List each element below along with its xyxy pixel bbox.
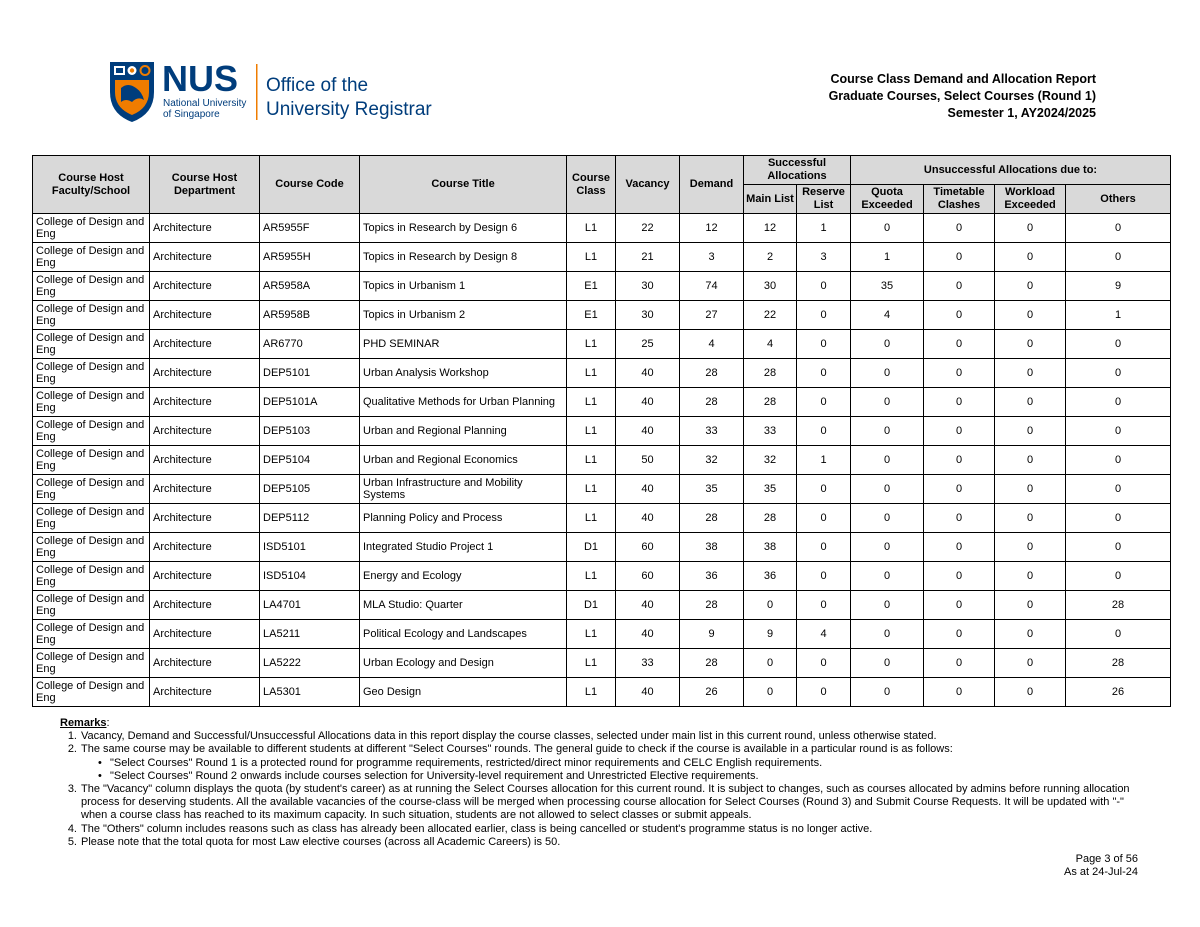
- cell-code: LA5211: [260, 620, 360, 649]
- cell-main: 0: [744, 591, 797, 620]
- cell-title: Urban Ecology and Design: [360, 649, 567, 678]
- cell-reserve: 1: [797, 214, 851, 243]
- cell-department: Architecture: [150, 475, 260, 504]
- cell-vacancy: 30: [616, 272, 680, 301]
- cell-code: LA5222: [260, 649, 360, 678]
- cell-reserve: 0: [797, 272, 851, 301]
- cell-vacancy: 40: [616, 620, 680, 649]
- cell-department: Architecture: [150, 330, 260, 359]
- cell-code: LA5301: [260, 678, 360, 707]
- cell-faculty: College of Design and Eng: [33, 446, 150, 475]
- cell-main: 30: [744, 272, 797, 301]
- header-demand: Demand: [680, 156, 744, 214]
- nus-registrar-logo: [108, 58, 448, 124]
- table-row: [33, 562, 1171, 591]
- cell-timetable: 0: [924, 359, 995, 388]
- cell-workload: 0: [995, 475, 1066, 504]
- cell-reserve: 4: [797, 620, 851, 649]
- cell-main: 28: [744, 359, 797, 388]
- cell-reserve: 0: [797, 504, 851, 533]
- cell-main: 4: [744, 330, 797, 359]
- header-department: Course Host Department: [150, 156, 260, 214]
- report-subtitle: Graduate Courses, Select Courses (Round 1): [828, 89, 1096, 103]
- svg-text:Office of the: Office of the: [266, 75, 369, 96]
- cell-vacancy: 40: [616, 388, 680, 417]
- table-row: [33, 649, 1171, 678]
- cell-vacancy: 40: [616, 591, 680, 620]
- cell-faculty: College of Design and Eng: [33, 388, 150, 417]
- header-quota: Quota Exceeded: [851, 185, 924, 214]
- cell-others: 28: [1066, 649, 1171, 678]
- table-row: [33, 214, 1171, 243]
- cell-timetable: 0: [924, 591, 995, 620]
- cell-main: 35: [744, 475, 797, 504]
- cell-demand: 4: [680, 330, 744, 359]
- cell-quota: 0: [851, 359, 924, 388]
- cell-others: 0: [1066, 446, 1171, 475]
- cell-workload: 0: [995, 388, 1066, 417]
- cell-class: L1: [567, 388, 616, 417]
- header-main-list: Main List: [744, 185, 797, 214]
- header-faculty: Course Host Faculty/School: [33, 156, 150, 214]
- cell-demand: 74: [680, 272, 744, 301]
- cell-quota: 0: [851, 591, 924, 620]
- cell-faculty: College of Design and Eng: [33, 301, 150, 330]
- cell-reserve: 0: [797, 330, 851, 359]
- cell-class: L1: [567, 417, 616, 446]
- remark-bullet: • "Select Courses" Round 2 onwards include courses selection for University-level requirement and Unrestricted Elective requirements.: [98, 769, 759, 782]
- table-row: [33, 417, 1171, 446]
- page-number: Page 3 of 56: [1075, 853, 1138, 865]
- remark-bullet: • "Select Courses" Round 1 is a protected round for programme requirements, restricted/direct minor requirements and CELC English requirements.: [98, 756, 823, 769]
- cell-reserve: 3: [797, 243, 851, 272]
- cell-class: L1: [567, 475, 616, 504]
- cell-demand: 38: [680, 533, 744, 562]
- cell-class: L1: [567, 504, 616, 533]
- cell-demand: 28: [680, 388, 744, 417]
- cell-workload: 0: [995, 243, 1066, 272]
- remark-item: 1. Vacancy, Demand and Successful/Unsuccessful Allocations data in this report display the course classes, selected under main list in this current round, unless otherwise stated.: [67, 730, 937, 743]
- cell-timetable: 0: [924, 330, 995, 359]
- cell-quota: 0: [851, 649, 924, 678]
- cell-workload: 0: [995, 330, 1066, 359]
- cell-vacancy: 25: [616, 330, 680, 359]
- cell-demand: 9: [680, 620, 744, 649]
- cell-class: L1: [567, 649, 616, 678]
- cell-department: Architecture: [150, 388, 260, 417]
- cell-quota: 1: [851, 243, 924, 272]
- cell-timetable: 0: [924, 214, 995, 243]
- cell-reserve: 0: [797, 359, 851, 388]
- cell-timetable: 0: [924, 446, 995, 475]
- cell-faculty: College of Design and Eng: [33, 272, 150, 301]
- table-row: [33, 678, 1171, 707]
- cell-code: DEP5101: [260, 359, 360, 388]
- cell-title: Topics in Urbanism 1: [360, 272, 567, 301]
- cell-class: L1: [567, 330, 616, 359]
- svg-text:of Singapore: of Singapore: [163, 109, 220, 120]
- cell-workload: 0: [995, 301, 1066, 330]
- cell-title: Energy and Ecology: [360, 562, 567, 591]
- cell-department: Architecture: [150, 272, 260, 301]
- cell-department: Architecture: [150, 591, 260, 620]
- allocation-table: [32, 155, 1171, 707]
- cell-code: DEP5112: [260, 504, 360, 533]
- cell-others: 28: [1066, 591, 1171, 620]
- cell-others: 0: [1066, 533, 1171, 562]
- cell-vacancy: 40: [616, 504, 680, 533]
- cell-department: Architecture: [150, 417, 260, 446]
- cell-title: Urban Analysis Workshop: [360, 359, 567, 388]
- cell-workload: 0: [995, 678, 1066, 707]
- cell-faculty: College of Design and Eng: [33, 504, 150, 533]
- cell-timetable: 0: [924, 678, 995, 707]
- cell-faculty: College of Design and Eng: [33, 243, 150, 272]
- cell-department: Architecture: [150, 562, 260, 591]
- cell-quota: 0: [851, 446, 924, 475]
- cell-class: L1: [567, 359, 616, 388]
- cell-workload: 0: [995, 214, 1066, 243]
- cell-quota: 0: [851, 475, 924, 504]
- cell-main: 9: [744, 620, 797, 649]
- cell-quota: 4: [851, 301, 924, 330]
- cell-faculty: College of Design and Eng: [33, 649, 150, 678]
- cell-code: AR5955F: [260, 214, 360, 243]
- cell-others: 1: [1066, 301, 1171, 330]
- as-at-date: As at 24-Jul-24: [1064, 866, 1138, 878]
- cell-demand: 28: [680, 649, 744, 678]
- table-row: [33, 272, 1171, 301]
- cell-quota: 0: [851, 214, 924, 243]
- cell-timetable: 0: [924, 388, 995, 417]
- cell-others: 0: [1066, 330, 1171, 359]
- cell-others: 0: [1066, 214, 1171, 243]
- cell-class: L1: [567, 562, 616, 591]
- cell-reserve: 0: [797, 417, 851, 446]
- cell-code: ISD5104: [260, 562, 360, 591]
- table-row: [33, 359, 1171, 388]
- cell-vacancy: 22: [616, 214, 680, 243]
- report-title: Course Class Demand and Allocation Report: [830, 72, 1096, 86]
- cell-department: Architecture: [150, 301, 260, 330]
- cell-workload: 0: [995, 417, 1066, 446]
- cell-demand: 26: [680, 678, 744, 707]
- cell-reserve: 0: [797, 388, 851, 417]
- remark-item: 5. Please note that the total quota for most Law elective courses (across all Academic Careers) is 50.: [67, 835, 561, 848]
- cell-vacancy: 60: [616, 533, 680, 562]
- header-code: Course Code: [260, 156, 360, 214]
- cell-code: AR5958B: [260, 301, 360, 330]
- cell-demand: 12: [680, 214, 744, 243]
- cell-timetable: 0: [924, 504, 995, 533]
- cell-timetable: 0: [924, 533, 995, 562]
- cell-code: DEP5103: [260, 417, 360, 446]
- cell-vacancy: 50: [616, 446, 680, 475]
- cell-timetable: 0: [924, 272, 995, 301]
- header-vacancy: Vacancy: [616, 156, 680, 214]
- cell-reserve: 0: [797, 678, 851, 707]
- cell-code: DEP5104: [260, 446, 360, 475]
- cell-demand: 32: [680, 446, 744, 475]
- cell-faculty: College of Design and Eng: [33, 359, 150, 388]
- cell-department: Architecture: [150, 504, 260, 533]
- cell-title: Planning Policy and Process: [360, 504, 567, 533]
- header-successful: Successful Allocations: [744, 156, 851, 185]
- cell-vacancy: 40: [616, 417, 680, 446]
- cell-title: Urban and Regional Economics: [360, 446, 567, 475]
- table-row: [33, 591, 1171, 620]
- cell-title: Geo Design: [360, 678, 567, 707]
- cell-others: 0: [1066, 359, 1171, 388]
- cell-main: 36: [744, 562, 797, 591]
- cell-timetable: 0: [924, 620, 995, 649]
- cell-department: Architecture: [150, 678, 260, 707]
- cell-reserve: 1: [797, 446, 851, 475]
- cell-department: Architecture: [150, 649, 260, 678]
- cell-reserve: 0: [797, 649, 851, 678]
- cell-code: ISD5101: [260, 533, 360, 562]
- cell-others: 0: [1066, 388, 1171, 417]
- cell-timetable: 0: [924, 243, 995, 272]
- cell-vacancy: 33: [616, 649, 680, 678]
- cell-others: 26: [1066, 678, 1171, 707]
- cell-quota: 0: [851, 620, 924, 649]
- cell-title: PHD SEMINAR: [360, 330, 567, 359]
- svg-text:National University: National University: [163, 98, 247, 109]
- cell-department: Architecture: [150, 243, 260, 272]
- cell-code: DEP5101A: [260, 388, 360, 417]
- cell-quota: 0: [851, 533, 924, 562]
- cell-code: AR5955H: [260, 243, 360, 272]
- cell-reserve: 0: [797, 591, 851, 620]
- cell-demand: 28: [680, 359, 744, 388]
- cell-workload: 0: [995, 562, 1066, 591]
- remark-item: 4. The "Others" column includes reasons such as class has already been allocated earlier, class is being cancelled or student's programme status is no longer active.: [67, 822, 873, 835]
- cell-class: L1: [567, 620, 616, 649]
- cell-class: L1: [567, 446, 616, 475]
- table-row: [33, 243, 1171, 272]
- cell-workload: 0: [995, 504, 1066, 533]
- cell-demand: 3: [680, 243, 744, 272]
- cell-others: 0: [1066, 620, 1171, 649]
- cell-title: Integrated Studio Project 1: [360, 533, 567, 562]
- cell-code: AR6770: [260, 330, 360, 359]
- cell-department: Architecture: [150, 446, 260, 475]
- cell-vacancy: 40: [616, 678, 680, 707]
- cell-department: Architecture: [150, 620, 260, 649]
- cell-timetable: 0: [924, 562, 995, 591]
- cell-demand: 28: [680, 591, 744, 620]
- cell-title: Urban and Regional Planning: [360, 417, 567, 446]
- table-row: [33, 388, 1171, 417]
- remark-item: 3. The "Vacancy" column displays the quota (by student's career) as at running the Select Courses allocation for this current round. It is subject to changes, such as courses allocated by admins before running allocation process for deserving students. All the available vacancies of the course-class will be merged when processing course allocation for Select Courses (Round 3) and Submit Course Requests. It will be updated with "-" when a course class has reached to its maximum capacity. In such situation, students are not allowed to select classes or submit appeals.: [67, 783, 1130, 822]
- cell-department: Architecture: [150, 533, 260, 562]
- cell-quota: 0: [851, 417, 924, 446]
- cell-quota: 0: [851, 388, 924, 417]
- cell-others: 9: [1066, 272, 1171, 301]
- header-unsuccessful: Unsuccessful Allocations due to:: [851, 156, 1171, 185]
- page-footer: [1064, 853, 1138, 879]
- brand-text: NUS: [162, 58, 239, 99]
- cell-others: 0: [1066, 243, 1171, 272]
- cell-demand: 27: [680, 301, 744, 330]
- cell-class: D1: [567, 591, 616, 620]
- cell-quota: 35: [851, 272, 924, 301]
- cell-vacancy: 21: [616, 243, 680, 272]
- cell-code: DEP5105: [260, 475, 360, 504]
- cell-workload: 0: [995, 533, 1066, 562]
- cell-class: E1: [567, 272, 616, 301]
- cell-quota: 0: [851, 330, 924, 359]
- cell-others: 0: [1066, 475, 1171, 504]
- cell-main: 28: [744, 504, 797, 533]
- cell-title: Qualitative Methods for Urban Planning: [360, 388, 567, 417]
- table-row: [33, 301, 1171, 330]
- table-row: [33, 446, 1171, 475]
- header-timetable: Timetable Clashes: [924, 185, 995, 214]
- cell-workload: 0: [995, 649, 1066, 678]
- cell-faculty: College of Design and Eng: [33, 475, 150, 504]
- cell-reserve: 0: [797, 475, 851, 504]
- cell-main: 2: [744, 243, 797, 272]
- cell-timetable: 0: [924, 417, 995, 446]
- report-header: [829, 71, 1096, 122]
- cell-class: L1: [567, 678, 616, 707]
- table-row: [33, 475, 1171, 504]
- cell-title: Topics in Research by Design 8: [360, 243, 567, 272]
- cell-faculty: College of Design and Eng: [33, 417, 150, 446]
- table-body: [33, 214, 1171, 707]
- header-class: Course Class: [567, 156, 616, 214]
- cell-faculty: College of Design and Eng: [33, 533, 150, 562]
- cell-main: 12: [744, 214, 797, 243]
- cell-demand: 33: [680, 417, 744, 446]
- cell-reserve: 0: [797, 533, 851, 562]
- header-reserve-list: Reserve List: [797, 185, 851, 214]
- cell-quota: 0: [851, 678, 924, 707]
- cell-faculty: College of Design and Eng: [33, 330, 150, 359]
- cell-title: Political Ecology and Landscapes: [360, 620, 567, 649]
- cell-demand: 36: [680, 562, 744, 591]
- table-row: [33, 533, 1171, 562]
- cell-code: AR5958A: [260, 272, 360, 301]
- cell-workload: 0: [995, 446, 1066, 475]
- cell-reserve: 0: [797, 301, 851, 330]
- nus-crest-icon: [108, 58, 448, 124]
- cell-quota: 0: [851, 504, 924, 533]
- cell-timetable: 0: [924, 301, 995, 330]
- header-title: Course Title: [360, 156, 567, 214]
- cell-vacancy: 30: [616, 301, 680, 330]
- cell-department: Architecture: [150, 214, 260, 243]
- cell-faculty: College of Design and Eng: [33, 214, 150, 243]
- header-workload: Workload Exceeded: [995, 185, 1066, 214]
- cell-code: LA4701: [260, 591, 360, 620]
- cell-main: 22: [744, 301, 797, 330]
- remarks: Remarks: 1. Vacancy, Demand and Successful/Unsuccessful Allocations data in this report display the course classes, selected under main list in this current round, unless otherwise stated. 2. The same course may be available to different students at different "Select Courses" rounds. The general guide to check if the course is available in a particular round is as follows: • "Select Courses" Round 1 is a protected round for programme requirements, restricted/direct minor requirements and CELC English requirements. • "Select Courses" Round 2 onwards include courses selection for University-level requirement and Unrestricted Elective requirements. 3. The "Vacancy" column displays the quota (by student's career) as at running the Select Courses allocation for this current round. It is subject to changes, such as courses allocated by admins before running allocation process for deserving students. All the available vacancies of the course-class will be merged when processing course allocation for Select Courses (Round 3) and Submit Course Requests. It will be updated with "-" when a course class has reached to its maximum capacity. In such situation, students are not allowed to select classes or submit appeals. 4. The "Others" column includes reasons such as class has already been allocated earlier, class is being cancelled or student's programme status is no longer active. 5. Please note that the total quota for most Law elective courses (across all Academic Careers) is 50.: [60, 717, 1140, 849]
- cell-department: Architecture: [150, 359, 260, 388]
- cell-faculty: College of Design and Eng: [33, 678, 150, 707]
- cell-quota: 0: [851, 562, 924, 591]
- cell-demand: 35: [680, 475, 744, 504]
- remark-item: 2. The same course may be available to different students at different "Select Courses" rounds. The general guide to check if the course is available in a particular round is as follows:: [67, 743, 953, 756]
- cell-others: 0: [1066, 417, 1171, 446]
- cell-reserve: 0: [797, 562, 851, 591]
- cell-title: Topics in Urbanism 2: [360, 301, 567, 330]
- cell-class: E1: [567, 301, 616, 330]
- table-row: [33, 330, 1171, 359]
- cell-main: 33: [744, 417, 797, 446]
- cell-vacancy: 40: [616, 359, 680, 388]
- cell-workload: 0: [995, 272, 1066, 301]
- report-semester: Semester 1, AY2024/2025: [947, 106, 1096, 120]
- cell-title: MLA Studio: Quarter: [360, 591, 567, 620]
- cell-others: 0: [1066, 562, 1171, 591]
- cell-main: 0: [744, 678, 797, 707]
- remarks-title: Remarks: [60, 717, 107, 729]
- cell-class: L1: [567, 243, 616, 272]
- header-others: Others: [1066, 185, 1171, 214]
- cell-timetable: 0: [924, 475, 995, 504]
- svg-text:University Registrar: University Registrar: [266, 99, 432, 120]
- table-row: [33, 620, 1171, 649]
- table-row: [33, 504, 1171, 533]
- cell-vacancy: 40: [616, 475, 680, 504]
- cell-main: 38: [744, 533, 797, 562]
- cell-title: Topics in Research by Design 6: [360, 214, 567, 243]
- cell-main: 0: [744, 649, 797, 678]
- cell-faculty: College of Design and Eng: [33, 591, 150, 620]
- cell-timetable: 0: [924, 649, 995, 678]
- cell-main: 28: [744, 388, 797, 417]
- cell-workload: 0: [995, 359, 1066, 388]
- cell-class: D1: [567, 533, 616, 562]
- cell-title: Urban Infrastructure and Mobility Systems: [360, 475, 567, 504]
- cell-main: 32: [744, 446, 797, 475]
- cell-workload: 0: [995, 591, 1066, 620]
- cell-class: L1: [567, 214, 616, 243]
- cell-faculty: College of Design and Eng: [33, 562, 150, 591]
- cell-workload: 0: [995, 620, 1066, 649]
- cell-others: 0: [1066, 504, 1171, 533]
- cell-demand: 28: [680, 504, 744, 533]
- cell-faculty: College of Design and Eng: [33, 620, 150, 649]
- cell-vacancy: 60: [616, 562, 680, 591]
